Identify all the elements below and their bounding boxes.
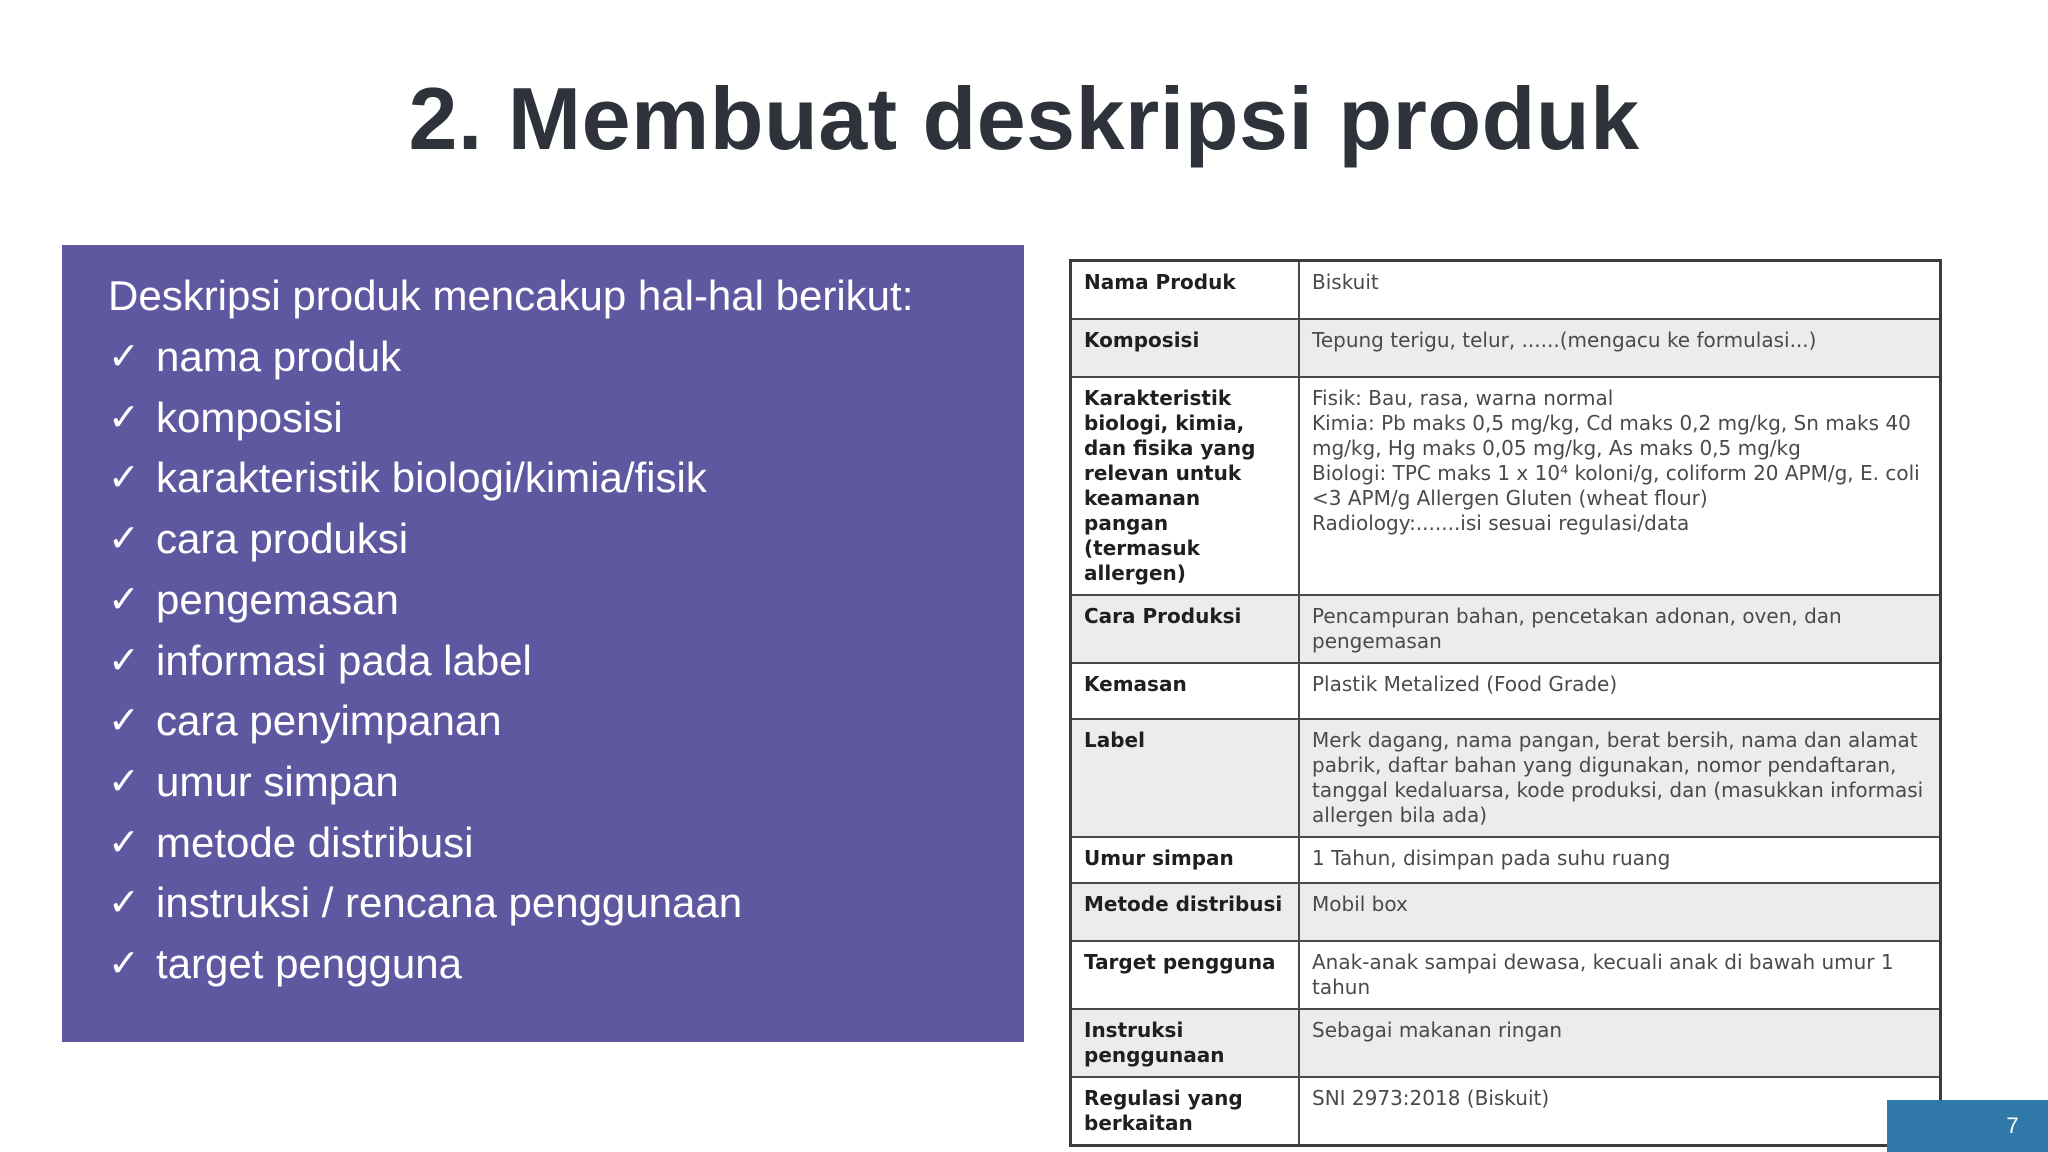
checklist-item — [108, 934, 1024, 995]
checklist-item-label: pengemasan — [156, 575, 399, 623]
row-value: Plastik Metalized (Food Grade) — [1299, 663, 1941, 719]
checklist-item-label: target pengguna — [156, 940, 462, 988]
page-number-badge — [1887, 1100, 2048, 1152]
table-row — [1071, 837, 1941, 883]
row-key: Umur simpan — [1071, 837, 1300, 883]
check-icon: ✓ — [108, 639, 140, 682]
table-row — [1071, 261, 1941, 319]
checklist-item-label: cara produksi — [156, 515, 409, 563]
row-key: Kemasan — [1071, 663, 1300, 719]
check-icon: ✓ — [108, 336, 140, 378]
row-value: Pencampuran bahan, pencetakan adonan, oven, dan pengemasan — [1299, 595, 1941, 663]
row-value: Biskuit — [1299, 261, 1941, 319]
page-number: 7 — [2006, 1113, 2019, 1138]
table-row — [1071, 377, 1941, 595]
table-row — [1071, 941, 1941, 1009]
checklist-item-label: cara penyimpanan — [156, 697, 502, 745]
row-value: Tepung terigu, telur, ......(mengacu ke formulasi...) — [1299, 319, 1941, 377]
checklist — [108, 327, 1024, 995]
checklist-item — [108, 813, 1024, 874]
checklist-item — [108, 448, 1024, 509]
row-key: Metode distribusi — [1071, 883, 1300, 941]
row-value: 1 Tahun, disimpan pada suhu ruang — [1299, 837, 1941, 883]
check-icon: ✓ — [108, 760, 140, 803]
checklist-item — [108, 873, 1024, 934]
checklist-item-label: nama produk — [156, 333, 402, 380]
row-key: Komposisi — [1071, 319, 1300, 377]
product-description-table-image — [1069, 259, 1942, 1135]
row-key: Instruksi penggunaan — [1071, 1009, 1300, 1077]
checklist-item — [108, 752, 1024, 813]
checklist-item — [108, 631, 1024, 692]
description-panel — [62, 245, 1024, 1042]
table-row — [1071, 1077, 1941, 1146]
check-icon: ✓ — [108, 396, 140, 439]
table-row — [1071, 883, 1941, 941]
checklist-item — [108, 327, 1024, 388]
row-key: Cara Produksi — [1071, 595, 1300, 663]
check-icon: ✓ — [108, 700, 140, 743]
row-value: Merk dagang, nama pangan, berat bersih, nama dan alamat pabrik, daftar bahan yang digunakan, nomor pendaftaran, tanggal kedaluarsa, kode produksi, dan (masukkan informasi allergen bila ada) — [1299, 719, 1941, 837]
table-row — [1071, 663, 1941, 719]
table-row — [1071, 1009, 1941, 1077]
slide-title: 2. Membuat deskripsi produk — [408, 69, 1640, 168]
check-icon: ✓ — [108, 943, 140, 986]
check-icon: ✓ — [108, 518, 140, 561]
product-description-table — [1069, 259, 1942, 1147]
row-value: Anak-anak sampai dewasa, kecuali anak di bawah umur 1 tahun — [1299, 941, 1941, 1009]
row-key: Label — [1071, 719, 1300, 837]
table-row — [1071, 319, 1941, 377]
row-value: Sebagai makanan ringan — [1299, 1009, 1941, 1077]
checklist-item — [108, 570, 1024, 631]
check-icon: ✓ — [108, 882, 140, 925]
checklist-item-label: informasi pada label — [156, 636, 532, 684]
row-key: Karakteristik biologi, kimia, dan fisika yang relevan untuk keamanan pangan (termasuk allergen) — [1071, 377, 1300, 595]
check-icon: ✓ — [108, 457, 140, 500]
table-row — [1071, 719, 1941, 837]
check-icon: ✓ — [108, 821, 140, 864]
checklist-item — [108, 691, 1024, 752]
checklist-item — [108, 388, 1024, 449]
row-key: Target pengguna — [1071, 941, 1300, 1009]
checklist-item — [108, 509, 1024, 570]
check-icon: ✓ — [108, 578, 140, 621]
checklist-item-label: umur simpan — [156, 757, 399, 805]
row-value: Mobil box — [1299, 883, 1941, 941]
checklist-item-label: metode distribusi — [156, 818, 474, 866]
checklist-item-label: komposisi — [156, 393, 343, 441]
row-key: Nama Produk — [1071, 261, 1300, 319]
panel-intro: Deskripsi produk mencakup hal-hal berikut: — [108, 272, 914, 319]
row-value: SNI 2973:2018 (Biskuit) — [1299, 1077, 1941, 1146]
checklist-item-label: instruksi / rencana penggunaan — [156, 879, 743, 927]
checklist-item-label: karakteristik biologi/kimia/fisik — [156, 454, 707, 502]
row-key: Regulasi yang berkaitan — [1071, 1077, 1300, 1146]
table-row — [1071, 595, 1941, 663]
row-value: Fisik: Bau, rasa, warna normal Kimia: Pb maks 0,5 mg/kg, Cd maks 0,2 mg/kg, Sn maks 40 mg/kg, Hg maks 0,05 mg/kg, As maks 0,5 mg/kg Biologi: TPC maks 1 x 10⁴ koloni/g, coliform 20 APM/g, E. coli <3 APM/g Allergen Gluten (wheat flour) Radiology:.......isi sesuai regulasi/data — [1299, 377, 1941, 595]
